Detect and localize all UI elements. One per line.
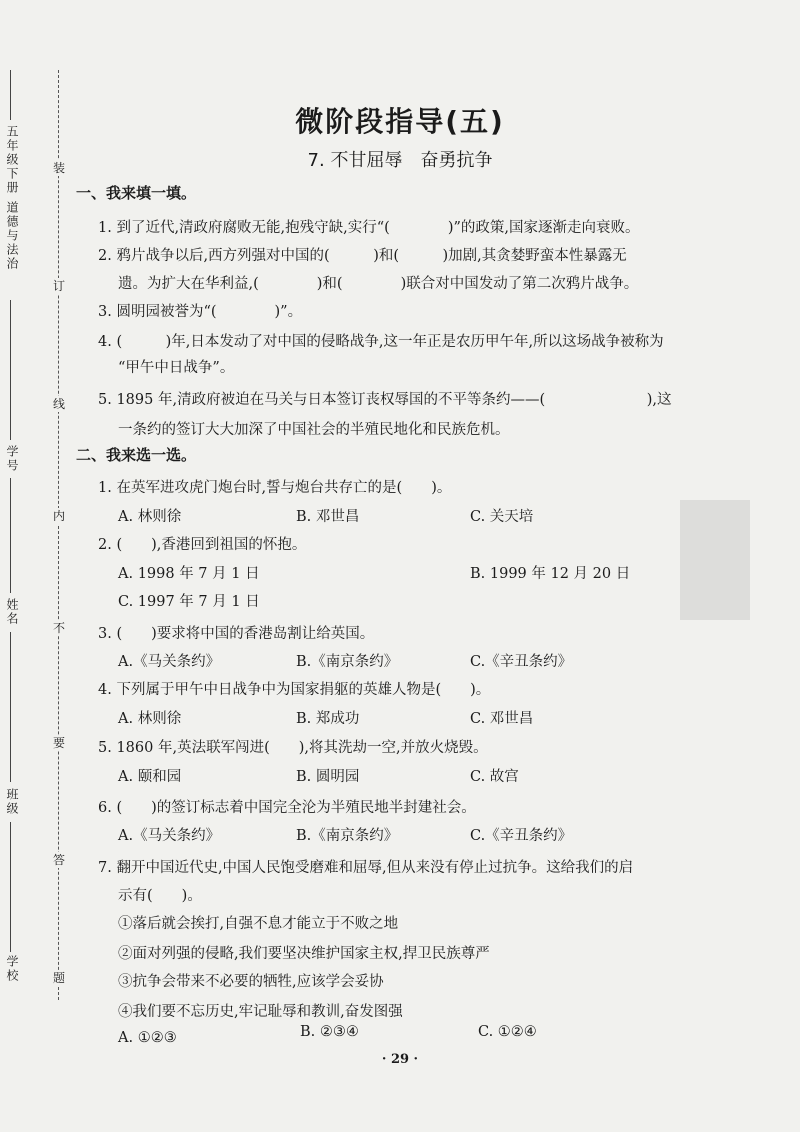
fill-question: 3. 圆明园被誉为“( )”。 — [98, 304, 303, 320]
choice-question: 2. ( ),香港回到祖国的怀抱。 — [98, 537, 307, 553]
binding-mark: 答 — [52, 853, 65, 867]
binding-mark: 不 — [52, 621, 65, 635]
option-c: C. 邓世昌 — [470, 711, 534, 727]
section-heading: 一、我来填一填。 — [76, 184, 197, 202]
statement-4: ④我们要不忘历史,牢记耻辱和教训,奋发图强 — [118, 1004, 403, 1020]
option-c: C. 关天培 — [470, 509, 534, 525]
binding-mark: 线 — [52, 397, 65, 411]
page-title: 微阶段指导(五) — [295, 105, 505, 138]
option-a: A. ①②③ — [118, 1030, 177, 1046]
option-b: B. 邓世昌 — [296, 509, 360, 525]
option-a: A. 林则徐 — [118, 711, 182, 727]
school-label: 学校 — [5, 955, 19, 983]
option-c: C. 1997 年 7 月 1 日 — [118, 594, 260, 610]
option-b: B. 圆明园 — [296, 769, 360, 785]
statement-2: ②面对列强的侵略,我们要坚决维护国家主权,捍卫民族尊严 — [118, 946, 490, 962]
book-label: 五年级下册 道德与法治 — [5, 125, 19, 271]
fill-question-cont: “甲午中日战争”。 — [118, 360, 235, 376]
choice-question: 3. ( )要求将中国的香港岛割让给英国。 — [98, 626, 375, 642]
option-a: A. 1998 年 7 月 1 日 — [118, 566, 260, 582]
student-id-label: 学号 — [5, 445, 19, 473]
binding-mark: 内 — [52, 509, 65, 523]
option-c: C.《辛丑条约》 — [470, 828, 573, 844]
field-line — [10, 478, 11, 593]
name-label: 姓名 — [5, 598, 19, 626]
field-line — [10, 822, 11, 952]
section-heading: 二、我来选一选。 — [76, 446, 197, 464]
field-line — [10, 300, 11, 440]
option-c: C.《辛丑条约》 — [470, 654, 573, 670]
binding-mark: 订 — [52, 279, 65, 293]
binding-mark: 题 — [52, 971, 65, 985]
option-b: B. 1999 年 12 月 20 日 — [470, 566, 631, 582]
fill-question: 5. 1895 年,清政府被迫在马关与日本签订丧权辱国的不平等条约——( ),这 — [98, 392, 672, 408]
choice-question: 4. 下列属于甲午中日战争中为国家捐躯的英雄人物是( )。 — [98, 682, 491, 698]
binding-mark: 要 — [52, 736, 65, 750]
option-b: B.《南京条约》 — [296, 828, 399, 844]
option-a: A.《马关条约》 — [118, 654, 221, 670]
option-b: B. 郑成功 — [296, 711, 360, 727]
option-a: A. 颐和园 — [118, 769, 182, 785]
choice-question: 1. 在英军进攻虎门炮台时,誓与炮台共存亡的是( )。 — [98, 480, 452, 496]
fill-question-cont: 一条约的签订大大加深了中国社会的半殖民地化和民族危机。 — [118, 422, 510, 438]
binding-mark: 装 — [52, 161, 65, 175]
bleed-through — [630, 60, 800, 820]
fill-question: 1. 到了近代,清政府腐败无能,抱残守缺,实行“( )”的政策,国家逐渐走向衰败。 — [98, 220, 640, 236]
option-c: C. ①②④ — [478, 1024, 537, 1040]
choice-question-cont: 示有( )。 — [118, 888, 202, 904]
option-a: A.《马关条约》 — [118, 828, 221, 844]
option-b: B. ②③④ — [300, 1024, 359, 1040]
field-line — [10, 632, 11, 782]
fill-question-cont: 遗。为扩大在华利益,( )和( )联合对中国发动了第二次鸦片战争。 — [118, 276, 639, 292]
option-c: C. 故宫 — [470, 769, 519, 785]
fill-question: 2. 鸦片战争以后,西方列强对中国的( )和( )加剧,其贪婪野蛮本性暴露无 — [98, 248, 627, 264]
choice-question: 7. 翻开中国近代史,中国人民饱受磨难和屈辱,但从来没有停止过抗争。这给我们的启 — [98, 860, 634, 876]
fill-question: 4. ( )年,日本发动了对中国的侵略战争,这一年正是农历甲午年,所以这场战争被称为 — [98, 334, 664, 350]
statement-3: ③抗争会带来不必要的牺牲,应该学会妥协 — [118, 974, 384, 990]
statement-1: ①落后就会挨打,自强不息才能立于不败之地 — [118, 916, 399, 932]
choice-question: 5. 1860 年,英法联军闯进( ),将其洗劫一空,并放火烧毁。 — [98, 740, 488, 756]
option-a: A. 林则徐 — [118, 509, 182, 525]
bleed-image — [680, 500, 750, 620]
lesson-title: 7. 不甘屈辱 奋勇抗争 — [307, 150, 493, 171]
class-label: 班级 — [5, 788, 19, 816]
choice-question: 6. ( )的签订标志着中国完全沦为半殖民地半封建社会。 — [98, 800, 476, 816]
option-b: B.《南京条约》 — [296, 654, 399, 670]
page-number: · 29 · — [381, 1052, 419, 1067]
